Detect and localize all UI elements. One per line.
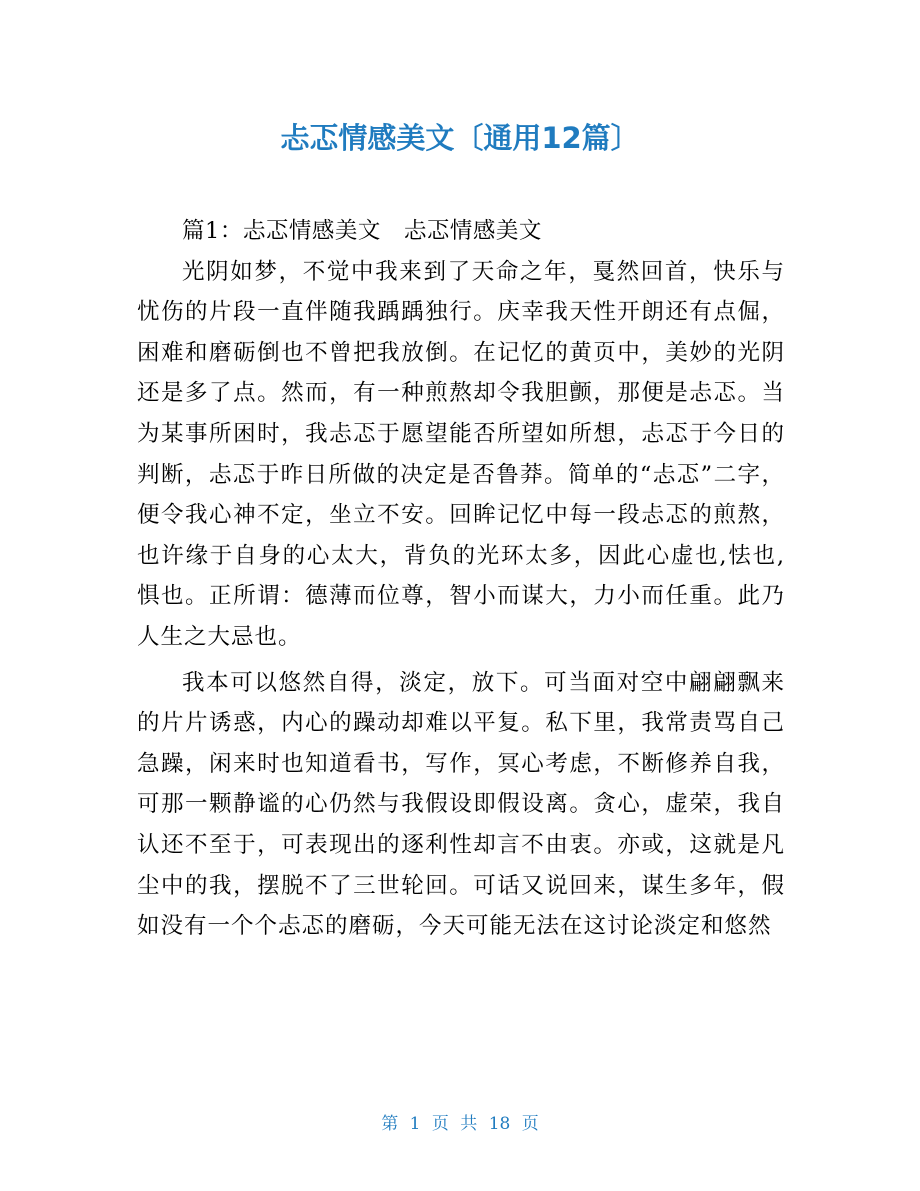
document-title: 忐忑情感美文〔通用12篇〕 bbox=[280, 121, 640, 155]
page-number-footer: 第 1 页 共 18 页 bbox=[381, 1114, 539, 1134]
paragraph-1: 光阴如梦，不觉中我来到了天命之年，戛然回首，快乐与忧伤的片段一直伴随我踽踽独行。庆幸我天性开朗还有点倔，困难和磨砺倒也不曾把我放倒。在记忆的黄页中，美妙的光阴还是多了点。然而，有一种煎熬却令我胆颤，那便是忐忑。当为某事所困时，我忐忑于愿望能否所望如所想，忐忑于今日的判断，忐忑于昨日所做的决定是否鲁莽。简单的“忐忑”二字，便令我心神不定，坐立不安。回眸记忆中每一段忐忑的煎熬，也许缘于自身的心太大，背负的光环太多，因此心虚也,怯也,惧也。正所谓：德薄而位尊，智小而谋大，力小而任重。此乃人生之大忌也。 bbox=[137, 258, 785, 650]
paragraph-2: 我本可以悠然自得，淡定，放下。可当面对空中翩翩飘来的片片诱惑，内心的躁动却难以平复。私下里，我常责骂自己急躁，闲来时也知道看书，写作，冥心考虑，不断修养自我，可那一颗静谧的心仍然与我假设即假设离。贪心，虚荣，我自认还不至于，可表现出的逐利性却言不由衷。亦或，这就是凡尘中的我，摆脱不了三世轮回。可话又说回来，谋生多年，假如没有一个个忐忑的磨砺，今天可能无法在这讨论淡定和悠然 bbox=[137, 669, 785, 940]
document-body bbox=[137, 211, 785, 947]
section-heading: 篇1：忐忑情感美文 忐忑情感美文 bbox=[182, 218, 542, 244]
